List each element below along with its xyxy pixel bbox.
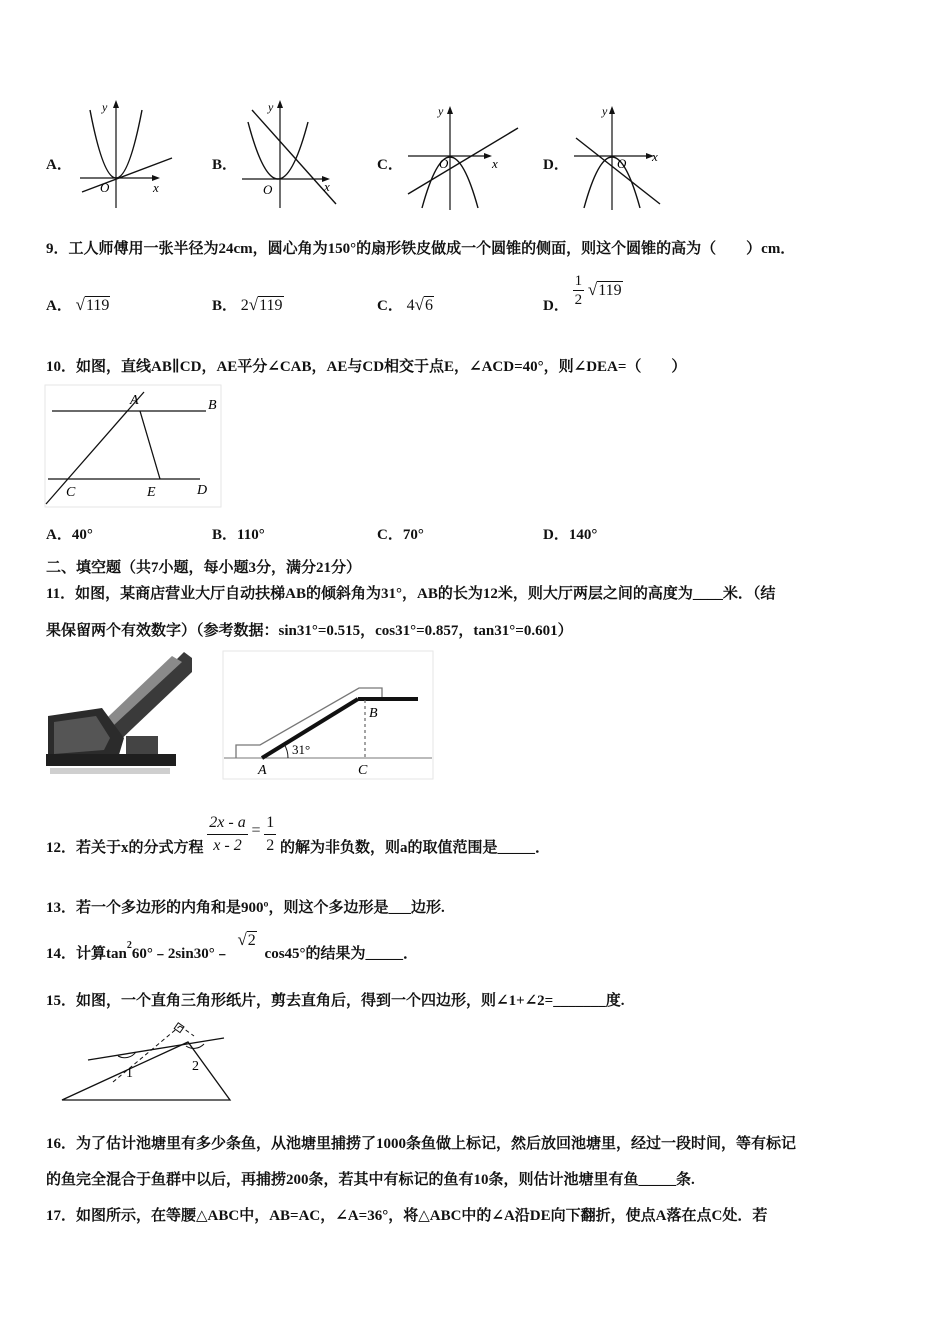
q10-option-a-value: 40° — [71, 527, 93, 543]
q10-option-c — [377, 523, 424, 544]
q12-rhs-num: 1 — [266, 814, 275, 831]
q12-rhs-den: 2 — [264, 834, 276, 857]
q10-option-a-label: A． — [46, 527, 72, 543]
q9-option-c — [377, 294, 434, 315]
q14-suffix: cos45°的结果为_____． — [264, 946, 419, 962]
q9-option-d-sqrt: √119 — [587, 280, 622, 299]
q11-line2: 果保留两个有效数字）（参考数据：sin31°=0.515，cos31°=0.857，tan31°=0.601） — [46, 623, 573, 639]
q8-c-x-label: x — [492, 156, 498, 171]
q10-option-c-value: 70° — [402, 527, 424, 543]
q9-option-d — [543, 272, 623, 315]
q11-label-c: C — [358, 763, 368, 778]
q9-option-b-label: B． — [212, 298, 238, 314]
q16-line2: 的鱼完全混合于鱼群中以后，再捕捞200条，若其中有标记的鱼有10条，则估计池塘里有鱼_____条. — [46, 1172, 695, 1188]
section-title: 二、填空题（共7小题，每小题3分，满分21分） — [46, 560, 362, 576]
q10-option-c-label: C． — [377, 527, 403, 543]
q8-a-x-label: x — [153, 180, 159, 195]
q14-sup: 2 — [126, 940, 132, 951]
q9-option-a — [46, 294, 110, 315]
q8-a-origin-label: O — [100, 180, 110, 195]
q9-text: 9．工人师傅用一张半径为24cm，圆心角为150°的扇形铁皮做成一个圆锥的侧面，则这个圆锥的高为（ ）cm． — [46, 241, 796, 257]
q15-figure — [58, 1018, 236, 1106]
q12-rhs-fraction — [264, 812, 276, 857]
q15-angle2-label: 2 — [192, 1059, 199, 1074]
q10-label-c: C — [66, 485, 76, 500]
q8-c-y-label: y — [438, 104, 444, 118]
q12-equals: = — [251, 822, 261, 839]
q11-angle-label: 31° — [292, 742, 311, 757]
q17-text: 17．如图所示，在等腰△ABC中，AB=AC，∠A=36°，将△ABC中的∠A沿DE向下翻折，使点A落在点C处．若 — [46, 1208, 768, 1224]
q15-angle1-label: 1 — [126, 1066, 133, 1081]
q12-lhs-den: x - 2 — [207, 834, 247, 857]
q9-option-b — [212, 294, 284, 315]
q8-option-c-graph — [404, 100, 522, 212]
q10-option-b — [212, 523, 265, 544]
q15-text: 15．如图，一个直角三角形纸片，剪去直角后，得到一个四边形，则∠1+∠2=_______度. — [46, 993, 625, 1009]
q11-label-a: A — [258, 763, 267, 778]
q8-c-origin-label: O — [439, 156, 449, 171]
q9-option-b-radicand: 119 — [259, 297, 283, 314]
q12-suffix: 的解为非负数，则a的取值范围是_____． — [279, 840, 550, 856]
q8-option-d-label: D． — [543, 157, 569, 173]
q10-option-d-value: 140° — [568, 527, 598, 543]
q16-line1: 16．为了估计池塘里有多少条鱼，从池塘里捕捞了1000条鱼做上标记，然后放回池塘里，经过一段时间，等有标记 — [46, 1136, 797, 1152]
q14-radicand: 2 — [247, 932, 256, 949]
q8-a-y-label: y — [102, 100, 108, 114]
q9-option-d-num: 1 — [574, 273, 583, 289]
q12 — [46, 812, 550, 857]
q9-option-d-label: D． — [543, 298, 569, 314]
q12-lhs-fraction — [207, 812, 247, 857]
escalator-photo — [44, 650, 192, 780]
q8-d-y-label: y — [602, 104, 608, 118]
q8-b-origin-label: O — [263, 182, 273, 197]
q8-d-origin-label: O — [617, 156, 627, 171]
q14-sqrt: √2 — [237, 930, 256, 949]
q11-line1: 11．如图，某商店营业大厅自动扶梯AB的倾斜角为31°，AB的长为12米，则大厅两层之间的高度为____米．（结 — [46, 586, 776, 602]
q12-lhs-num: 2x - a — [209, 814, 246, 831]
q8-b-x-label: x — [324, 179, 330, 194]
q8-option-d-graph — [568, 100, 672, 212]
q9-option-b-coef: 2 — [240, 297, 249, 314]
q10-option-b-value: 110° — [237, 527, 265, 543]
q9-option-a-label: A． — [46, 298, 72, 314]
q14-middle: 60°﹣2sin30°﹣ — [131, 946, 230, 962]
q10-label-e: E — [147, 485, 156, 500]
q10-label-d: D — [197, 483, 208, 498]
q10-label-b: B — [208, 398, 217, 413]
q11-figure — [222, 650, 434, 780]
q8-option-b-label: B． — [212, 157, 238, 173]
q10-text: 10．如图，直线AB∥CD，AE平分∠CAB，AE与CD相交于点E，∠ACD=40°，则∠DEA=（ ） — [46, 359, 687, 375]
q10-option-d — [543, 523, 597, 544]
q9-option-a-value: √119 — [75, 295, 110, 314]
q9-option-d-fraction — [573, 272, 585, 309]
q10-figure — [44, 384, 222, 508]
q14 — [46, 930, 418, 963]
q8-option-a-graph — [72, 96, 184, 212]
q10-label-a: A — [130, 393, 139, 408]
q10-option-d-label: D． — [543, 527, 569, 543]
q9-option-c-radicand: 6 — [424, 297, 433, 314]
q8-option-b-graph — [238, 96, 342, 212]
q9-option-d-radicand: 119 — [598, 282, 622, 299]
q11-label-b: B — [369, 706, 378, 721]
q13-text: 13．若一个多边形的内角和是900º，则这个多边形是___边形. — [46, 900, 445, 916]
q14-prefix: 14．计算tan — [46, 946, 127, 962]
q10-option-a — [46, 523, 93, 544]
q8-option-a-label: A． — [46, 157, 72, 173]
q8-d-x-label: x — [652, 149, 658, 164]
q9-option-d-den: 2 — [574, 292, 583, 308]
q10-option-b-label: B． — [212, 527, 238, 543]
q8-option-c-label: C． — [377, 157, 403, 173]
q9-option-c-label: C． — [377, 298, 403, 314]
q9-option-b-value: 2√119 — [240, 295, 283, 314]
q9-option-c-coef: 4 — [406, 297, 415, 314]
q12-prefix: 12．若关于x的分式方程 — [46, 840, 204, 856]
q9-option-c-value: 4√6 — [406, 295, 433, 314]
q9-option-a-radicand: 119 — [85, 297, 110, 314]
q8-b-y-label: y — [268, 100, 274, 114]
